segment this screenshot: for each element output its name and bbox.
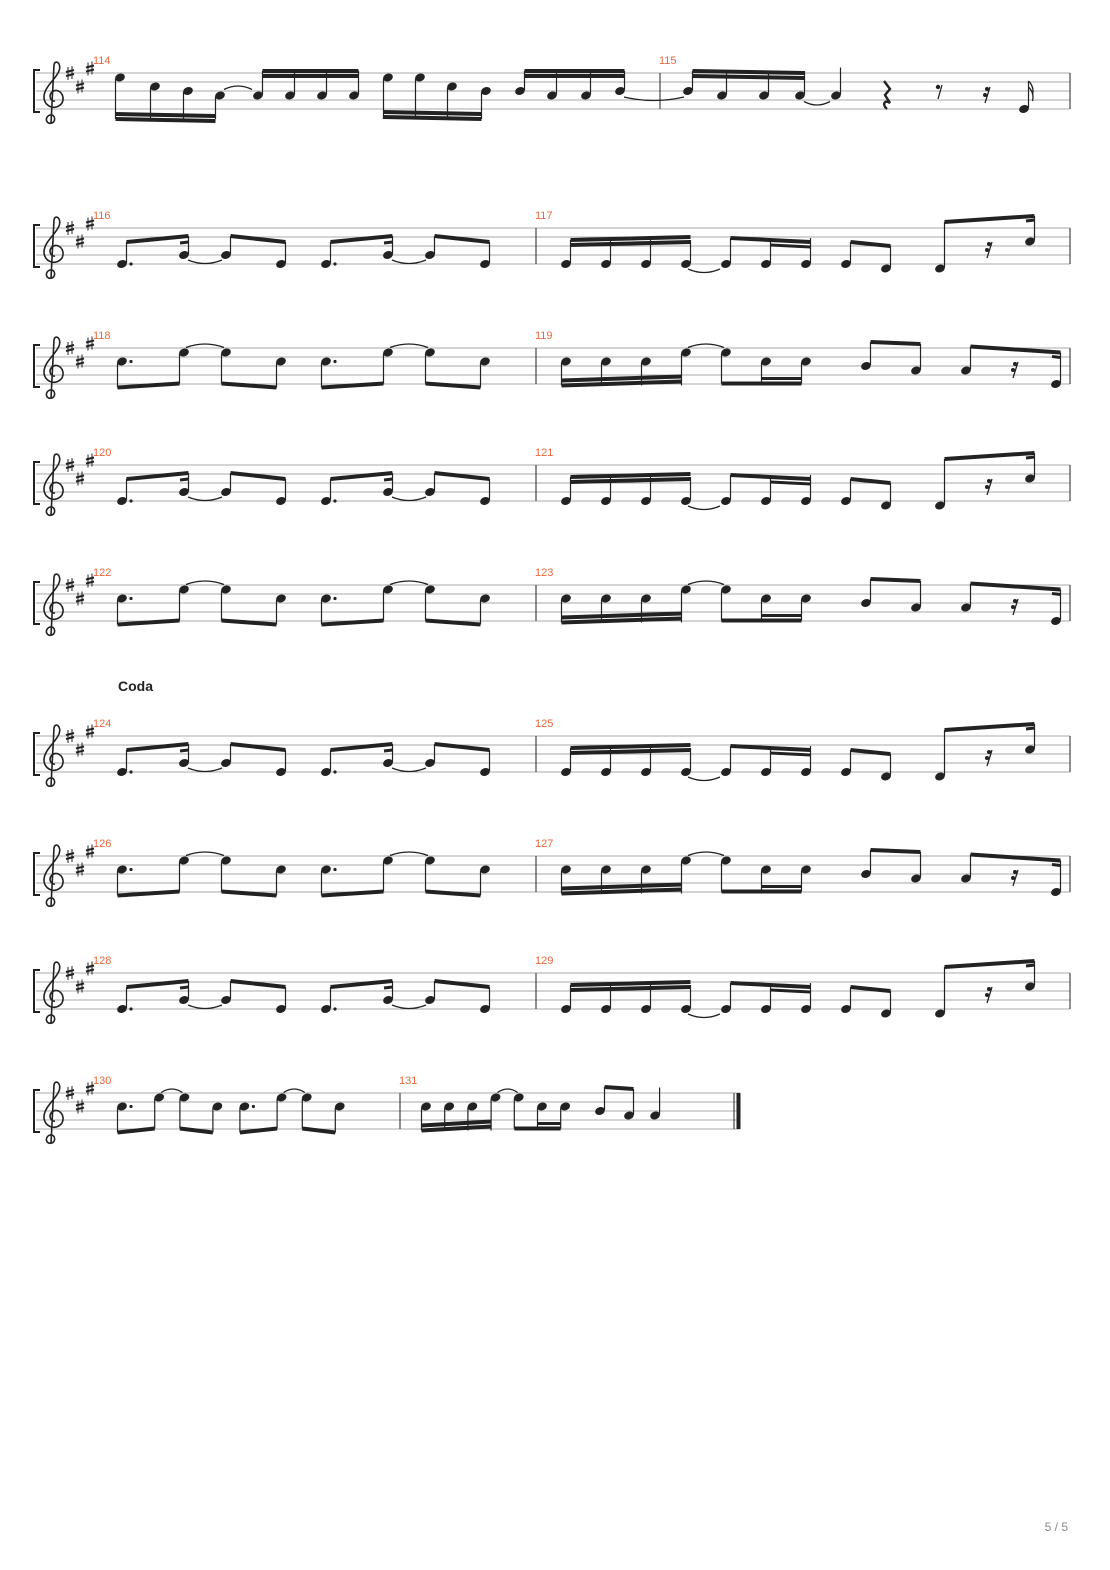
measure-number: 118 [93,330,111,342]
tie [688,1014,720,1018]
tie [688,777,720,781]
beam [871,850,921,852]
tie [284,1089,305,1093]
page-number: 5 / 5 [1044,1520,1068,1534]
beam [693,76,805,78]
tie [186,852,224,856]
measure-number: 125 [535,718,554,730]
beam [422,1122,492,1126]
augmentation-dot [333,770,336,773]
beam [771,753,811,755]
treble-clef-icon [44,1082,63,1143]
measure-number: 130 [93,1075,112,1087]
augmentation-dot [333,1007,336,1010]
augmentation-dot [333,262,336,265]
beam [851,479,891,483]
tie [688,581,724,585]
augmentation-dot [333,868,336,871]
augmentation-dot [129,499,132,502]
augmentation-dot [333,499,336,502]
beam [971,347,1061,353]
augmentation-dot [252,1105,255,1108]
section-label: Coda [118,678,153,694]
beam [571,479,691,482]
beam [851,987,891,991]
measure-number: 129 [535,955,554,967]
beam [1026,728,1035,729]
beam [562,885,682,889]
staff-system [34,55,1070,123]
treble-clef-icon [44,962,63,1023]
beam [384,117,482,119]
beam [384,987,393,988]
tie [498,1089,518,1093]
treble-clef-icon [44,337,63,398]
tie [392,1005,426,1009]
augmentation-dot [333,360,336,363]
sixteenth-rest-icon [985,242,992,258]
staff-system [34,330,1070,398]
beam [945,724,1035,730]
beam [384,112,482,114]
sixteenth-rest-icon [985,987,992,1003]
tie [390,344,428,348]
measure-number: 120 [93,447,112,459]
beam [731,983,811,987]
staff-system [34,838,1070,906]
beam [851,750,891,754]
augmentation-dot [129,1007,132,1010]
treble-clef-icon [44,217,63,278]
sixteenth-rest-icon [1011,599,1018,615]
measure-number: 128 [93,955,112,967]
measure-number: 116 [93,210,111,222]
beam [1052,865,1061,866]
tie [390,852,428,856]
tie [392,768,426,772]
augmentation-dot [129,262,132,265]
beam [180,750,189,751]
beam [945,961,1035,967]
tie [804,102,830,106]
beam [116,114,216,116]
beam [180,242,189,243]
tie [688,269,720,273]
beam [562,377,682,381]
beam [731,238,811,242]
beam [731,746,811,750]
staff-system [34,1075,740,1143]
staff-system [34,567,1070,635]
eighth-rest-icon [936,85,942,99]
beam [1026,965,1035,966]
measure-number: 127 [535,838,554,850]
measure-number: 115 [659,55,677,67]
beam [693,71,805,73]
beam [871,342,921,344]
treble-clef-icon [44,725,63,786]
augmentation-dot [129,868,132,871]
beam [971,584,1061,590]
augmentation-dot [129,597,132,600]
beam [771,245,811,247]
quarter-rest-icon [884,81,890,109]
sixteenth-rest-icon [983,87,990,103]
beam [945,216,1035,222]
beam [422,1127,492,1131]
tie [188,768,222,772]
beam [1052,594,1061,595]
tie [688,506,720,510]
beam [562,614,682,618]
tie [224,86,252,90]
tie [392,260,426,264]
tie [161,1089,182,1093]
measure-number: 131 [399,1075,418,1087]
beam [562,890,682,894]
staff-system [34,447,1070,515]
tie [392,497,426,501]
measure-number: 123 [535,567,554,579]
beam [116,119,216,121]
beam [605,1087,634,1089]
sixteenth-rest-icon [1011,362,1018,378]
tie [188,497,222,501]
measure-number: 117 [535,210,553,222]
beam [871,579,921,581]
treble-clef-icon [44,62,63,123]
beam [571,242,691,245]
beam [771,990,811,992]
beam [180,479,189,480]
staff-system [34,678,1070,786]
beam [571,987,691,990]
tie [688,344,724,348]
augmentation-dot [129,1105,132,1108]
augmentation-dot [129,770,132,773]
treble-clef-icon [44,574,63,635]
augmentation-dot [129,360,132,363]
staff-system [34,955,1070,1023]
measure-number: 119 [535,330,553,342]
tie [186,344,224,348]
sixteenth-rest-icon [985,479,992,495]
measure-number: 114 [93,55,111,67]
tie [688,852,724,856]
tie [390,581,428,585]
beam [1052,357,1061,358]
beam [731,475,811,479]
beam [384,479,393,480]
treble-clef-icon [44,845,63,906]
sixteenth-rest-icon [985,750,992,766]
tie [186,581,224,585]
sixteenth-rest-icon [1011,870,1018,886]
treble-clef-icon [44,454,63,515]
beam [562,382,682,386]
beam [180,987,189,988]
tie [188,1005,222,1009]
beam [1026,457,1035,458]
beam [384,242,393,243]
beam [851,242,891,246]
beam [571,750,691,753]
beam [1026,220,1035,221]
beam [771,482,811,484]
beam [384,750,393,751]
beam [945,453,1035,459]
measure-number: 121 [535,447,554,459]
measure-number: 126 [93,838,112,850]
measure-number: 124 [93,718,112,730]
beam [971,855,1061,861]
beam [562,619,682,623]
augmentation-dot [333,597,336,600]
measure-number: 122 [93,567,112,579]
staff-system [34,210,1070,278]
tie [188,260,222,264]
